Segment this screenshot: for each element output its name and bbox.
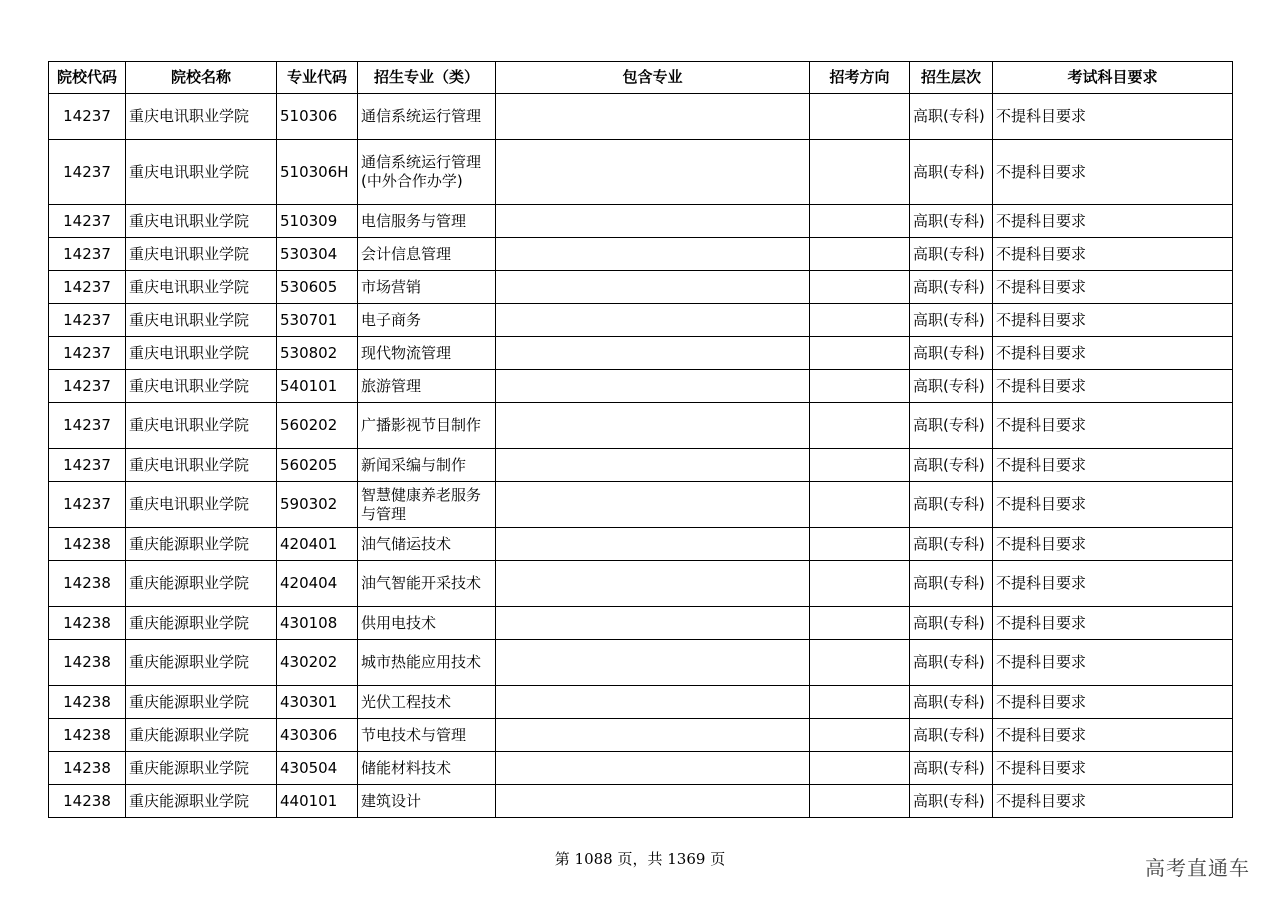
cell-major: 市场营销 — [358, 271, 496, 304]
cell-level: 高职(专科) — [910, 238, 993, 271]
cell-direction — [810, 94, 910, 140]
cell-included-majors — [496, 607, 810, 640]
table-row — [49, 561, 1233, 607]
cell-major: 供用电技术 — [358, 607, 496, 640]
cell-school-code: 14237 — [49, 271, 126, 304]
cell-requirement: 不提科目要求 — [993, 719, 1233, 752]
cell-direction — [810, 561, 910, 607]
cell-major: 广播影视节目制作 — [358, 403, 496, 449]
cell-requirement: 不提科目要求 — [993, 403, 1233, 449]
cell-direction — [810, 205, 910, 238]
cell-major-code: 510306H — [277, 140, 358, 205]
cell-included-majors — [496, 785, 810, 818]
cell-level: 高职(专科) — [910, 785, 993, 818]
table-row — [49, 337, 1233, 370]
cell-direction — [810, 640, 910, 686]
table-row — [49, 482, 1233, 528]
cell-included-majors — [496, 205, 810, 238]
cell-major: 节电技术与管理 — [358, 719, 496, 752]
cell-school-code: 14238 — [49, 719, 126, 752]
cell-level: 高职(专科) — [910, 719, 993, 752]
cell-major-code: 430504 — [277, 752, 358, 785]
cell-direction — [810, 370, 910, 403]
cell-direction — [810, 528, 910, 561]
cell-major-code: 420404 — [277, 561, 358, 607]
cell-major: 旅游管理 — [358, 370, 496, 403]
cell-school-name: 重庆能源职业学院 — [126, 785, 277, 818]
cell-included-majors — [496, 528, 810, 561]
cell-major-code: 430108 — [277, 607, 358, 640]
cell-major-code: 590302 — [277, 482, 358, 528]
cell-level: 高职(专科) — [910, 403, 993, 449]
table-row — [49, 304, 1233, 337]
header-major: 招生专业（类） — [358, 62, 496, 94]
cell-school-name: 重庆电讯职业学院 — [126, 140, 277, 205]
cell-level: 高职(专科) — [910, 640, 993, 686]
cell-school-code: 14237 — [49, 238, 126, 271]
cell-included-majors — [496, 640, 810, 686]
cell-direction — [810, 140, 910, 205]
cell-major-code: 530304 — [277, 238, 358, 271]
cell-included-majors — [496, 304, 810, 337]
cell-major-code: 530701 — [277, 304, 358, 337]
header-requirement: 考试科目要求 — [993, 62, 1233, 94]
cell-school-name: 重庆电讯职业学院 — [126, 205, 277, 238]
cell-requirement: 不提科目要求 — [993, 271, 1233, 304]
cell-included-majors — [496, 449, 810, 482]
cell-included-majors — [496, 94, 810, 140]
cell-school-code: 14237 — [49, 482, 126, 528]
cell-included-majors — [496, 752, 810, 785]
cell-school-code: 14238 — [49, 640, 126, 686]
cell-school-code: 14237 — [49, 370, 126, 403]
cell-school-code: 14237 — [49, 140, 126, 205]
cell-level: 高职(专科) — [910, 140, 993, 205]
cell-included-majors — [496, 337, 810, 370]
cell-major-code: 440101 — [277, 785, 358, 818]
cell-school-code: 14237 — [49, 403, 126, 449]
cell-included-majors — [496, 271, 810, 304]
cell-requirement: 不提科目要求 — [993, 449, 1233, 482]
cell-level: 高职(专科) — [910, 304, 993, 337]
cell-requirement: 不提科目要求 — [993, 140, 1233, 205]
table-row — [49, 752, 1233, 785]
cell-school-code: 14237 — [49, 304, 126, 337]
table-header-row — [49, 62, 1233, 94]
cell-major: 油气智能开采技术 — [358, 561, 496, 607]
cell-school-code: 14238 — [49, 528, 126, 561]
cell-school-name: 重庆电讯职业学院 — [126, 370, 277, 403]
cell-direction — [810, 686, 910, 719]
cell-requirement: 不提科目要求 — [993, 304, 1233, 337]
cell-major: 电子商务 — [358, 304, 496, 337]
cell-requirement: 不提科目要求 — [993, 640, 1233, 686]
table-row — [49, 238, 1233, 271]
cell-level: 高职(专科) — [910, 205, 993, 238]
cell-direction — [810, 238, 910, 271]
header-included-majors: 包含专业 — [496, 62, 810, 94]
cell-requirement: 不提科目要求 — [993, 238, 1233, 271]
cell-school-name: 重庆电讯职业学院 — [126, 238, 277, 271]
cell-major-code: 430301 — [277, 686, 358, 719]
table-row — [49, 271, 1233, 304]
cell-school-name: 重庆电讯职业学院 — [126, 482, 277, 528]
cell-school-code: 14237 — [49, 337, 126, 370]
cell-direction — [810, 607, 910, 640]
cell-school-name: 重庆能源职业学院 — [126, 752, 277, 785]
cell-level: 高职(专科) — [910, 607, 993, 640]
cell-major: 城市热能应用技术 — [358, 640, 496, 686]
cell-direction — [810, 785, 910, 818]
cell-included-majors — [496, 482, 810, 528]
cell-requirement: 不提科目要求 — [993, 482, 1233, 528]
cell-major-code: 560202 — [277, 403, 358, 449]
table-row — [49, 403, 1233, 449]
cell-direction — [810, 719, 910, 752]
cell-school-name: 重庆能源职业学院 — [126, 528, 277, 561]
page-number: 第 1088 页，共 1369 页 — [554, 850, 726, 868]
cell-requirement: 不提科目要求 — [993, 370, 1233, 403]
cell-requirement: 不提科目要求 — [993, 561, 1233, 607]
cell-direction — [810, 304, 910, 337]
table-row — [49, 140, 1233, 205]
cell-major-code: 560205 — [277, 449, 358, 482]
cell-school-name: 重庆能源职业学院 — [126, 561, 277, 607]
cell-level: 高职(专科) — [910, 528, 993, 561]
table-row — [49, 205, 1233, 238]
header-level: 招生层次 — [910, 62, 993, 94]
cell-requirement: 不提科目要求 — [993, 686, 1233, 719]
table-row — [49, 94, 1233, 140]
table-row — [49, 719, 1233, 752]
cell-level: 高职(专科) — [910, 686, 993, 719]
table-row — [49, 528, 1233, 561]
cell-major-code: 530605 — [277, 271, 358, 304]
cell-school-name: 重庆电讯职业学院 — [126, 94, 277, 140]
cell-included-majors — [496, 370, 810, 403]
cell-requirement: 不提科目要求 — [993, 205, 1233, 238]
cell-school-code: 14237 — [49, 94, 126, 140]
cell-school-code: 14237 — [49, 449, 126, 482]
cell-major-code: 430202 — [277, 640, 358, 686]
table-body — [49, 94, 1233, 818]
cell-school-name: 重庆电讯职业学院 — [126, 271, 277, 304]
cell-major: 建筑设计 — [358, 785, 496, 818]
cell-school-name: 重庆能源职业学院 — [126, 719, 277, 752]
watermark-logo: 高考直通车 — [1145, 856, 1250, 880]
cell-included-majors — [496, 140, 810, 205]
cell-level: 高职(专科) — [910, 561, 993, 607]
cell-direction — [810, 403, 910, 449]
admissions-table — [48, 61, 1233, 818]
cell-major: 新闻采编与制作 — [358, 449, 496, 482]
header-school-name: 院校名称 — [126, 62, 277, 94]
cell-school-name: 重庆电讯职业学院 — [126, 449, 277, 482]
cell-included-majors — [496, 561, 810, 607]
cell-major: 智慧健康养老服务与管理 — [358, 482, 496, 528]
cell-level: 高职(专科) — [910, 337, 993, 370]
cell-major-code: 530802 — [277, 337, 358, 370]
cell-requirement: 不提科目要求 — [993, 94, 1233, 140]
cell-school-name: 重庆能源职业学院 — [126, 607, 277, 640]
cell-major-code: 540101 — [277, 370, 358, 403]
cell-major: 光伏工程技术 — [358, 686, 496, 719]
table-row — [49, 370, 1233, 403]
cell-requirement: 不提科目要求 — [993, 752, 1233, 785]
cell-major: 储能材料技术 — [358, 752, 496, 785]
cell-included-majors — [496, 403, 810, 449]
cell-school-name: 重庆能源职业学院 — [126, 686, 277, 719]
cell-major-code: 420401 — [277, 528, 358, 561]
cell-school-name: 重庆电讯职业学院 — [126, 403, 277, 449]
cell-major: 电信服务与管理 — [358, 205, 496, 238]
cell-major-code: 510306 — [277, 94, 358, 140]
cell-major: 现代物流管理 — [358, 337, 496, 370]
cell-school-name: 重庆电讯职业学院 — [126, 337, 277, 370]
cell-requirement: 不提科目要求 — [993, 607, 1233, 640]
header-school-code: 院校代码 — [49, 62, 126, 94]
cell-direction — [810, 271, 910, 304]
cell-major: 通信系统运行管理(中外合作办学) — [358, 140, 496, 205]
cell-school-code: 14238 — [49, 752, 126, 785]
cell-requirement: 不提科目要求 — [993, 337, 1233, 370]
cell-school-code: 14238 — [49, 785, 126, 818]
cell-level: 高职(专科) — [910, 271, 993, 304]
cell-school-code: 14238 — [49, 561, 126, 607]
cell-major: 会计信息管理 — [358, 238, 496, 271]
cell-requirement: 不提科目要求 — [993, 528, 1233, 561]
table-row — [49, 607, 1233, 640]
cell-school-name: 重庆电讯职业学院 — [126, 304, 277, 337]
cell-school-code: 14238 — [49, 607, 126, 640]
cell-requirement: 不提科目要求 — [993, 785, 1233, 818]
cell-included-majors — [496, 686, 810, 719]
cell-school-name: 重庆能源职业学院 — [126, 640, 277, 686]
cell-included-majors — [496, 719, 810, 752]
table-row — [49, 640, 1233, 686]
cell-major-code: 430306 — [277, 719, 358, 752]
cell-major-code: 510309 — [277, 205, 358, 238]
cell-direction — [810, 482, 910, 528]
cell-major: 油气储运技术 — [358, 528, 496, 561]
cell-direction — [810, 337, 910, 370]
header-direction: 招考方向 — [810, 62, 910, 94]
cell-school-code: 14237 — [49, 205, 126, 238]
cell-level: 高职(专科) — [910, 370, 993, 403]
cell-level: 高职(专科) — [910, 94, 993, 140]
cell-level: 高职(专科) — [910, 752, 993, 785]
table-row — [49, 686, 1233, 719]
table-row — [49, 785, 1233, 818]
cell-level: 高职(专科) — [910, 482, 993, 528]
cell-school-code: 14238 — [49, 686, 126, 719]
table-row — [49, 449, 1233, 482]
cell-direction — [810, 449, 910, 482]
cell-level: 高职(专科) — [910, 449, 993, 482]
cell-direction — [810, 752, 910, 785]
cell-included-majors — [496, 238, 810, 271]
header-major-code: 专业代码 — [277, 62, 358, 94]
cell-major: 通信系统运行管理 — [358, 94, 496, 140]
